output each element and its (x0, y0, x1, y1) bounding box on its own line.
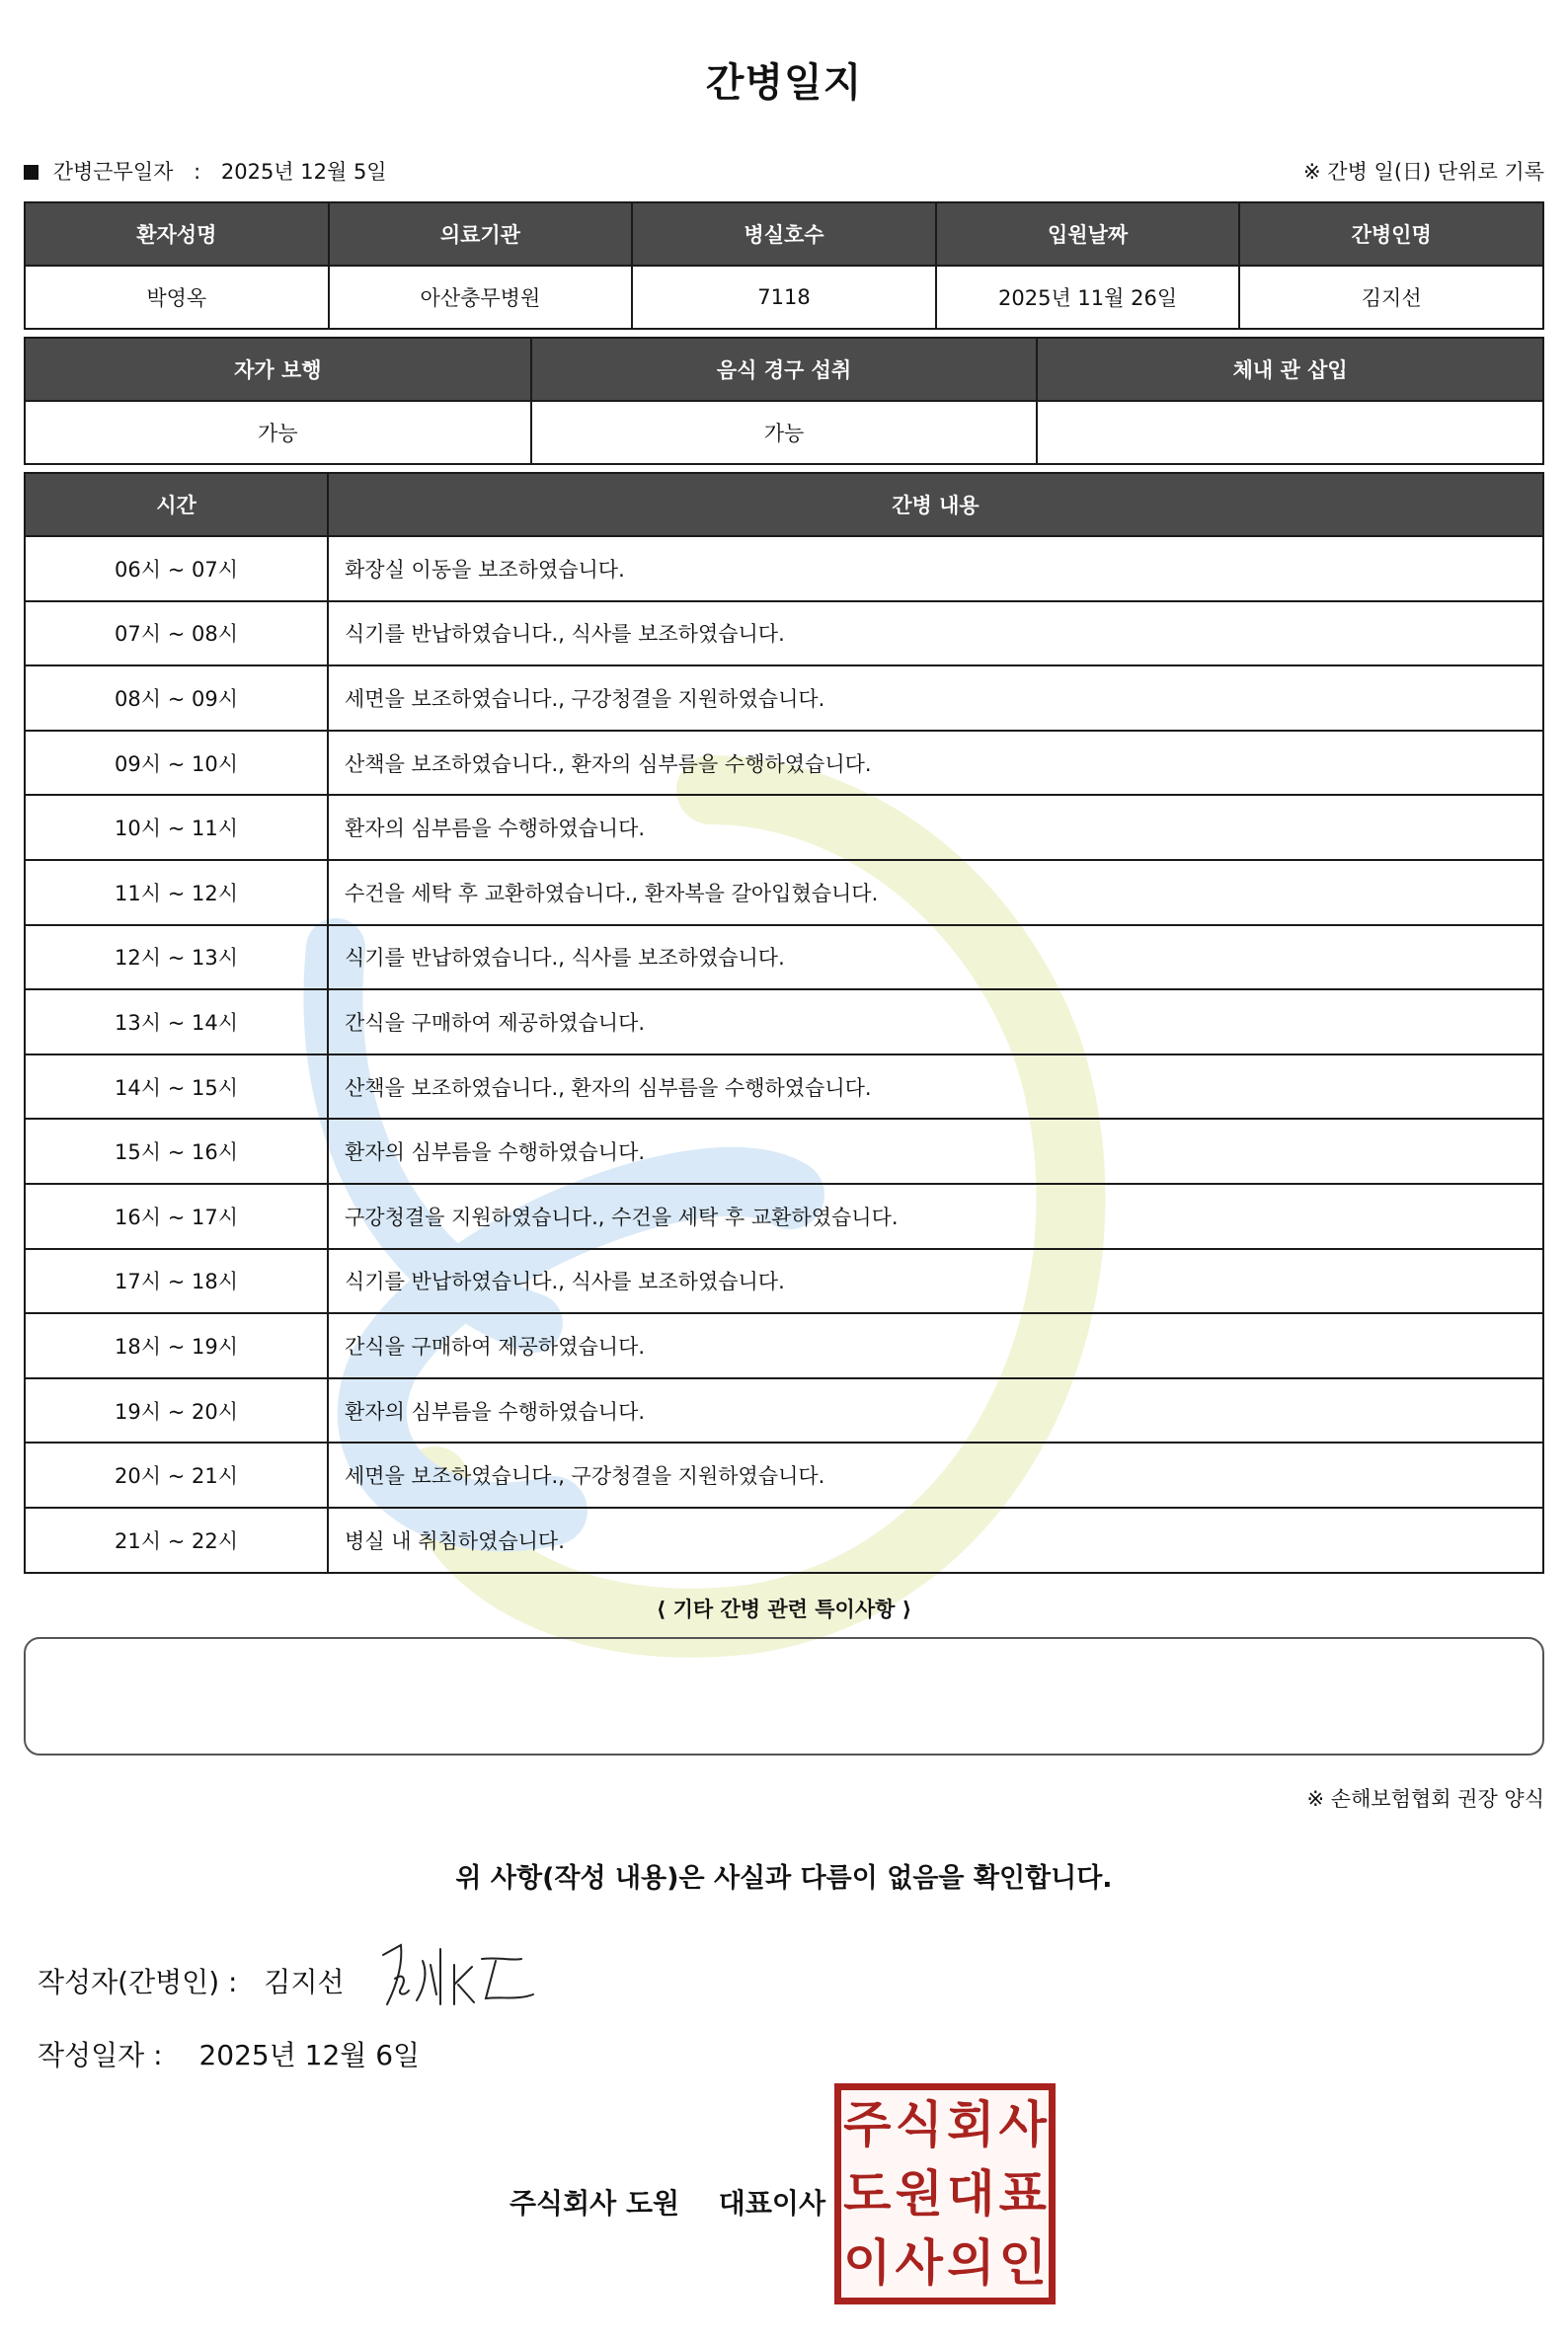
tube (1037, 401, 1543, 464)
content-cell: 산책을 보조하였습니다., 환자의 심부름을 수행하였습니다. (328, 731, 1543, 796)
content-cell: 구강청결을 지원하였습니다., 수건을 세탁 후 교환하였습니다. (328, 1184, 1543, 1249)
company-seal-stamp (834, 2083, 1056, 2304)
time-cell: 21시 ~ 22시 (25, 1508, 328, 1573)
table-row (25, 925, 1543, 990)
writer-line (38, 1961, 345, 2000)
seal-char: 사 (998, 2096, 1047, 2153)
header-admission-date: 입원날짜 (936, 202, 1240, 266)
write-date-label: 작성일자 : (38, 2039, 163, 2071)
page-title: 간병일지 (705, 60, 863, 106)
time-cell: 12시 ~ 13시 (25, 925, 328, 990)
seal-char: 대 (947, 2165, 995, 2223)
table-row (25, 1119, 1543, 1184)
company-line (510, 2182, 825, 2222)
walking: 가능 (25, 401, 531, 464)
content-cell: 간식을 구매하여 제공하였습니다. (328, 1313, 1543, 1378)
record-note: ※ 간병 일(日) 단위로 기록 (1303, 160, 1544, 184)
seal-char: 의 (947, 2234, 995, 2292)
table-row (25, 1508, 1543, 1573)
table-row (25, 1313, 1543, 1378)
seal-char: 인 (998, 2234, 1047, 2292)
seal-char: 사 (895, 2234, 943, 2292)
care-log-table (24, 472, 1544, 1574)
patient-status-table (24, 337, 1544, 465)
content-cell: 화장실 이동을 보조하였습니다. (328, 536, 1543, 601)
content-cell: 수건을 세탁 후 교환하였습니다., 환자복을 갈아입혔습니다. (328, 860, 1543, 925)
content-cell: 환자의 심부름을 수행하였습니다. (328, 1378, 1543, 1444)
representative-title: 대표이사 (718, 2187, 825, 2220)
time-cell: 09시 ~ 10시 (25, 731, 328, 796)
header-tube: 체내 관 삽입 (1037, 338, 1543, 401)
table-row (25, 860, 1543, 925)
handwritten-signature (373, 1935, 551, 2014)
table-row (25, 601, 1543, 666)
work-date (24, 156, 387, 186)
work-date-value: 2025년 12월 5일 (220, 160, 387, 184)
table-row (25, 989, 1543, 1054)
seal-char: 표 (998, 2165, 1047, 2223)
content-cell: 세면을 보조하였습니다., 구강청결을 지원하였습니다. (328, 1443, 1543, 1508)
header-care-content: 간병 내용 (328, 473, 1543, 536)
write-date-line (38, 2034, 420, 2073)
seal-char: 회 (947, 2096, 995, 2153)
header-time: 시간 (25, 473, 328, 536)
header-walking: 자가 보행 (25, 338, 531, 401)
writer-label: 작성자(간병인) : (38, 1966, 238, 1998)
content-cell: 식기를 반납하였습니다., 식사를 보조하였습니다. (328, 1249, 1543, 1314)
seal-char: 이 (843, 2234, 892, 2292)
work-date-sep: : (194, 160, 201, 184)
notes-title: ⟨ 기타 간병 관련 특이사항 ⟩ (656, 1598, 912, 1621)
notes-box (24, 1637, 1544, 1756)
company-name: 주식회사 도원 (510, 2187, 680, 2220)
hospital: 아산충무병원 (329, 266, 633, 329)
content-cell: 병실 내 취침하였습니다. (328, 1508, 1543, 1573)
content-cell: 식기를 반납하였습니다., 식사를 보조하였습니다. (328, 925, 1543, 990)
content-cell: 환자의 심부름을 수행하였습니다. (328, 1119, 1543, 1184)
header-line (24, 156, 1544, 186)
table-row (25, 1249, 1543, 1314)
content-cell: 식기를 반납하였습니다., 식사를 보조하였습니다. (328, 601, 1543, 666)
time-cell: 06시 ~ 07시 (25, 536, 328, 601)
time-cell: 13시 ~ 14시 (25, 989, 328, 1054)
header-caregiver: 간병인명 (1239, 202, 1543, 266)
seal-char: 식 (895, 2096, 943, 2153)
table-row (25, 536, 1543, 601)
table-row (25, 1443, 1543, 1508)
time-cell: 16시 ~ 17시 (25, 1184, 328, 1249)
oral-intake: 가능 (531, 401, 1038, 464)
write-date-value: 2025년 12월 6일 (198, 2039, 421, 2071)
table-row (25, 1054, 1543, 1120)
table-row (25, 731, 1543, 796)
writer-name: 김지선 (264, 1966, 345, 1998)
content-cell: 산책을 보조하였습니다., 환자의 심부름을 수행하였습니다. (328, 1054, 1543, 1120)
header-oral-intake: 음식 경구 섭취 (531, 338, 1038, 401)
seal-char: 주 (843, 2096, 892, 2153)
square-bullet-icon (24, 165, 39, 180)
time-cell: 17시 ~ 18시 (25, 1249, 328, 1314)
time-cell: 07시 ~ 08시 (25, 601, 328, 666)
seal-char: 도 (843, 2165, 892, 2223)
time-cell: 08시 ~ 09시 (25, 665, 328, 731)
patient-info-table (24, 201, 1544, 330)
caregiver: 김지선 (1239, 266, 1543, 329)
admission-date: 2025년 11월 26일 (936, 266, 1240, 329)
confirmation-statement: 위 사항(작성 내용)은 사실과 다름이 없음을 확인합니다. (455, 1863, 1113, 1894)
header-patient-name: 환자성명 (25, 202, 329, 266)
header-hospital: 의료기관 (329, 202, 633, 266)
table-row (25, 795, 1543, 860)
time-cell: 19시 ~ 20시 (25, 1378, 328, 1444)
content-cell: 간식을 구매하여 제공하였습니다. (328, 989, 1543, 1054)
room: 7118 (632, 266, 936, 329)
time-cell: 20시 ~ 21시 (25, 1443, 328, 1508)
time-cell: 15시 ~ 16시 (25, 1119, 328, 1184)
time-cell: 11시 ~ 12시 (25, 860, 328, 925)
content-cell: 세면을 보조하였습니다., 구강청결을 지원하였습니다. (328, 665, 1543, 731)
table-row (25, 665, 1543, 731)
time-cell: 18시 ~ 19시 (25, 1313, 328, 1378)
work-date-label: 간병근무일자 (52, 160, 174, 184)
content-cell: 환자의 심부름을 수행하였습니다. (328, 795, 1543, 860)
time-cell: 10시 ~ 11시 (25, 795, 328, 860)
seal-char: 원 (895, 2165, 943, 2223)
form-note: ※ 손해보험협회 권장 양식 (1306, 1787, 1544, 1811)
header-room: 병실호수 (632, 202, 936, 266)
time-cell: 14시 ~ 15시 (25, 1054, 328, 1120)
table-row (25, 1378, 1543, 1444)
patient-name: 박영옥 (25, 266, 329, 329)
table-row (25, 1184, 1543, 1249)
